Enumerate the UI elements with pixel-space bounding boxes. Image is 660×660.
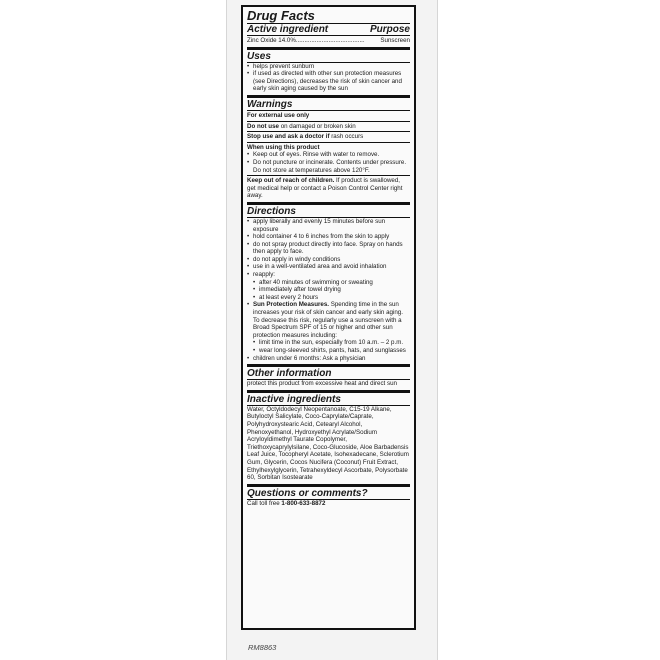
directions-list: [247, 218, 410, 362]
list-item: • limit time in the sun, especially from 10 a.m. – 2 p.m.: [253, 339, 410, 347]
list-item: • use in a well-ventilated area and avoid inhalation: [247, 263, 410, 271]
uses-list: [247, 63, 410, 93]
leader-dots: ........................................: [295, 37, 365, 44]
inactive-heading: Inactive ingredients: [247, 394, 410, 406]
do-not-use-text: on damaged or broken skin: [278, 122, 356, 130]
product-code: RM8863: [248, 643, 277, 652]
list-item: • Do not puncture or incinerate. Contents under pressure. Do not store at temperatures above 120°F.: [247, 159, 410, 174]
stop-use-text: rash occurs: [329, 133, 364, 141]
questions-heading: Questions or comments?: [247, 488, 410, 500]
active-ingredient-row: [247, 35, 410, 45]
stop-use-line: [247, 132, 410, 143]
do-not-use-line: [247, 122, 410, 133]
list-item: • Keep out of eyes. Rinse with water to remove.: [247, 151, 410, 159]
warnings-section: [247, 98, 410, 205]
list-item: • children under 6 months: Ask a physician: [247, 355, 410, 363]
when-using-block: [247, 143, 410, 176]
when-using-heading: When using this product: [247, 143, 320, 151]
purpose-heading: Purpose: [369, 24, 410, 35]
list-item: • do not spray product directly into face. Spray on hands then apply to face.: [247, 241, 410, 256]
inactive-text: Water, Octyldodecyl Neopentanoate, C15-19 Alkane, Butyloctyl Salicylate, Coco-Caprylate/Caprate, Polyhydroxystearic Acid, Cetearyl Alcohol, Phenoxyethanol, Hydroxyethyl Acrylate/Sodium Acryloyldimethyl Taurate Copolymer, Triethoxycaprylylsilane, Coco-Glucoside, Aloe Barbadensis Leaf Juice, Tocopheryl Acetate, Isohexadecane, Sclerotium Gum, Glycerin, Cocos Nucifera (Coconut) Fruit Extract, Ethylhexylglycerin, Tetrahexyldecyl Ascorbate, Polysorbate 60, Sorbitan Isostearate: [247, 405, 409, 482]
questions-line: [247, 500, 410, 508]
list-item: • if used as directed with other sun protection measures (see Directions), decreases the risk of skin cancer and early skin aging caused by the sun: [247, 70, 410, 93]
other-info-heading: Other information: [247, 368, 410, 380]
do-not-use-label: Do not use: [247, 122, 279, 130]
list-item: • reapply:: [247, 271, 410, 279]
list-item: • do not apply in windy conditions: [247, 256, 410, 264]
list-item: • wear long-sleeved shirts, pants, hats, and sunglasses: [253, 347, 410, 355]
uses-section: [247, 50, 410, 98]
keep-out-label: Keep out of reach of children.: [247, 177, 335, 185]
active-ingredient-name: [247, 37, 365, 45]
list-item: • immediately after towel drying: [253, 286, 410, 294]
questions-text: Call toll free: [247, 499, 282, 507]
questions-section: [247, 487, 410, 510]
list-item: • apply liberally and evenly 15 minutes before sun exposure: [247, 218, 410, 233]
directions-heading: Directions: [247, 206, 410, 218]
inactive-section: [247, 393, 410, 487]
external-use-line: For external use only: [247, 111, 410, 122]
spm-text: Spending time in the sun increases your risk of skin cancer and early skin aging. To decrease this risk, regularly use a sunscreen with a Broad Spectrum SPF of 15 or higher and other sun protection measures including:: [253, 301, 403, 339]
list-item: • hold container 4 to 6 inches from the skin to apply: [247, 233, 410, 241]
phone-number: 1-800-633-8872: [281, 499, 326, 507]
active-ingredient-heading: Active ingredient: [247, 24, 329, 35]
active-ingredient-value: Zinc Oxide 14.0%: [247, 37, 296, 44]
list-item: • at least every 2 hours: [253, 294, 410, 302]
list-item: • after 40 minutes of swimming or sweating: [253, 279, 410, 287]
directions-section: [247, 205, 410, 367]
uses-heading: Uses: [247, 51, 410, 63]
list-item: • helps prevent sunburn: [247, 63, 410, 71]
list-item: [247, 301, 410, 339]
stop-use-label: Stop use and ask a doctor if: [247, 133, 330, 141]
keep-out-line: [247, 176, 410, 200]
other-info-section: [247, 367, 410, 393]
other-info-text: protect this product from excessive heat and direct sun: [247, 380, 397, 388]
active-section: [247, 7, 410, 50]
warnings-heading: Warnings: [247, 99, 410, 111]
purpose-value: Sunscreen: [380, 37, 410, 44]
drug-facts-panel: [241, 5, 416, 630]
drug-facts-title: Drug Facts: [247, 8, 410, 24]
when-using-list: [247, 151, 410, 174]
keep-out-text: If product is swallowed, get medical help or contact a Poison Control Center right away.: [247, 177, 403, 200]
active-header-row: [247, 24, 410, 35]
spm-label: Sun Protection Measures.: [253, 301, 329, 309]
